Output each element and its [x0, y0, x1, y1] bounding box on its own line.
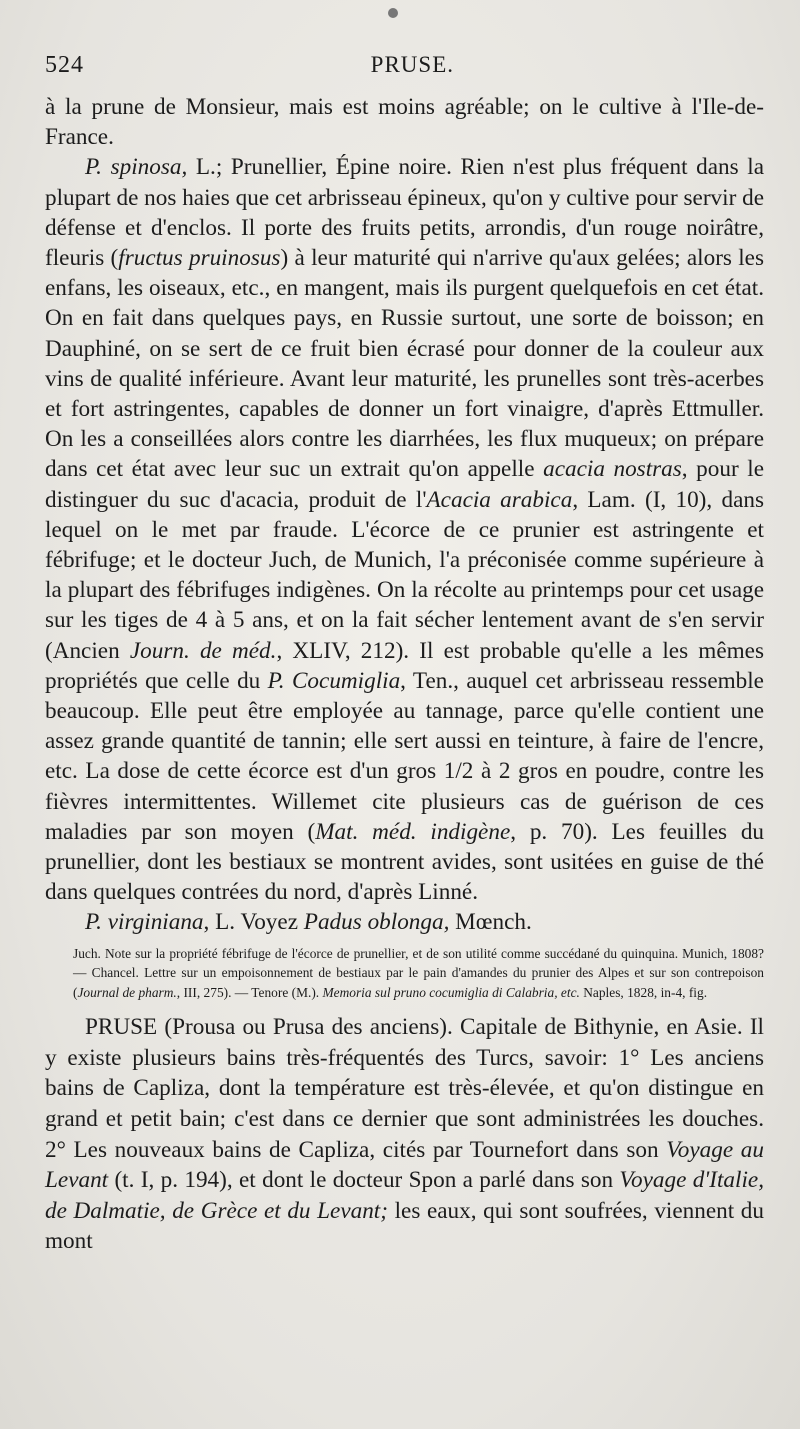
page-header [45, 52, 764, 92]
notes-paragraph [73, 944, 764, 1003]
notes-text-3: Naples, 1828, in-4, fig. [579, 984, 708, 1000]
paragraph-spinosa [45, 152, 764, 907]
pruse-text-1: (Prousa ou Prusa des anciens). Capitale de Bithynie, en Asie. Il y existe plusieurs bains très-fréquentés des Turcs, savoir: 1° Les anciens bains de Capliza, dont la température est très-élevée, et qu'on distingue en grand et petit bain; c'est dans ce dernier que sont administrées les douches. 2° Les nouveaux bains de Capliza, cités par Tournefort dans son [45, 1014, 764, 1163]
spinosa-text-7: , p. 70). Les feuilles du prunellier, dont les bestiaux se montrent avides, sont usitées en guise de thé dans quelques contrées du nord, d'après Linné. [45, 818, 765, 906]
page-number: 524 [45, 52, 84, 78]
term-cocumiglia: P. Cocumiglia [267, 667, 401, 694]
virginiana-text-2: Mœnch. [449, 909, 532, 936]
paragraph-opening [45, 92, 764, 152]
ref-mat-med: Mat. méd. indigène [315, 818, 511, 845]
ref-journ-med: Journ. de méd. [129, 637, 277, 664]
running-head: PRUSE. [370, 52, 454, 77]
entry-pruse [45, 1012, 764, 1257]
species-name-virginiana: P. virginiana [85, 909, 204, 936]
term-padus: Padus oblonga, [303, 909, 450, 936]
ref-voyage-levant: Voyage au Levant [45, 1136, 764, 1194]
entry-title-pruse: PRUSE [85, 1014, 158, 1041]
virginiana-text-1: , L. Voyez [203, 909, 304, 936]
spinosa-text-4: , Lam. (I, 10), dans lequel on le met par fraude. L'écorce de ce prunier est astringente et fébrifuge; et le docteur Juch, de Munich, l'a préconisée comme supérieure à la plupart des fébrifuges indigènes. On la récolte au printemps pour cet usage sur les tiges de 4 à 5 ans, et on la fait sécher lentement avant de s'en servir (Ancien [45, 486, 764, 664]
print-mark [388, 8, 398, 18]
spinosa-text-2: ) à leur maturité qui n'arrive qu'aux gelées; alors les enfans, les oiseaux, etc., en mangent, mais ils purgent quelquefois en cet état. On en fait dans quelques pays, en Russie surtout, une sorte de boisson; en Dauphiné, on se sert de ce fruit bien écrasé pour donner de la couleur aux vins de qualité inférieure. Avant leur maturité, les prunelles sont très-acerbes et fort astringentes, capables de donner un fort vinaigre, d'après Ettmuller. On les a conseillées alors contre les diarrhées, les flux muqueux; on prépare dans cet état avec leur suc un extrait qu'on appelle [45, 245, 764, 483]
term-fructus: fructus pruinosus [118, 245, 281, 272]
bibliography-notes [45, 944, 764, 1003]
ref-memoria: Memoria sul pruno cocumiglia di Calabria, etc. [322, 984, 580, 1000]
opening-text: à la prune de Monsieur, mais est moins agréable; on le cultive à l'Ile-de-France. [45, 94, 764, 151]
notes-text-1: Juch. Note sur la propriété fébrifuge de l'écorce de prunellier, et de son utilité comme succédané du quinquina. Munich, 1808? — Chancel. Lettre sur un empoisonnement de bestiaux par le pain d'amandes du prunier des Alpes et sur son contrepoison ( [73, 945, 764, 1000]
main-text [45, 92, 764, 938]
notes-text-2: , III, 275). — Tenore (M.). [176, 984, 323, 1000]
spinosa-text-6: , Ten., auquel cet arbrisseau ressemble beaucoup. Elle peut être employée au tannage, parce qu'elle contient une assez grande quantité de tannin; elle sert aussi en teinture, à faire de l'encre, etc. La dose de cette écorce est d'un gros 1/2 à 2 gros en poudre, contre les fièvres intermittentes. Willemet cite plusieurs cas de guérison de ces maladies par son moyen ( [45, 667, 764, 845]
spinosa-text-5: , XLIV, 212). Il est probable qu'elle a les mêmes propriétés que celle du [45, 637, 764, 694]
pruse-text-2: (t. I, p. 194), et dont le docteur Spon a parlé dans son [108, 1167, 620, 1194]
ref-voyage-italie: Voyage d'Italie, de Dalmatie, de Grèce et du Levant; [45, 1167, 764, 1224]
term-acacia-arabica: Acacia arabica [426, 486, 573, 513]
term-acacia-nostras: acacia nostras [543, 456, 682, 483]
spinosa-text-1: L.; Prunellier, Épine noire. Rien n'est plus fréquent dans la plupart de nos haies que cet arbrisseau épineux, qu'on y cultive pour servir de défense et d'enclos. Il porte des fruits petits, arrondis, d'un rouge noirâtre, fleuris ( [45, 154, 764, 272]
paragraph-pruse [45, 1012, 764, 1257]
spinosa-text-3: , pour le distinguer du suc d'acacia, produit de l' [45, 456, 764, 513]
species-name-spinosa: P. spinosa, [85, 154, 188, 181]
paragraph-virginiana [45, 907, 764, 937]
pruse-text-3: les eaux, qui sont soufrées, viennent du mont [45, 1197, 764, 1255]
ref-journal-pharm: Journal de pharm. [77, 984, 177, 1000]
